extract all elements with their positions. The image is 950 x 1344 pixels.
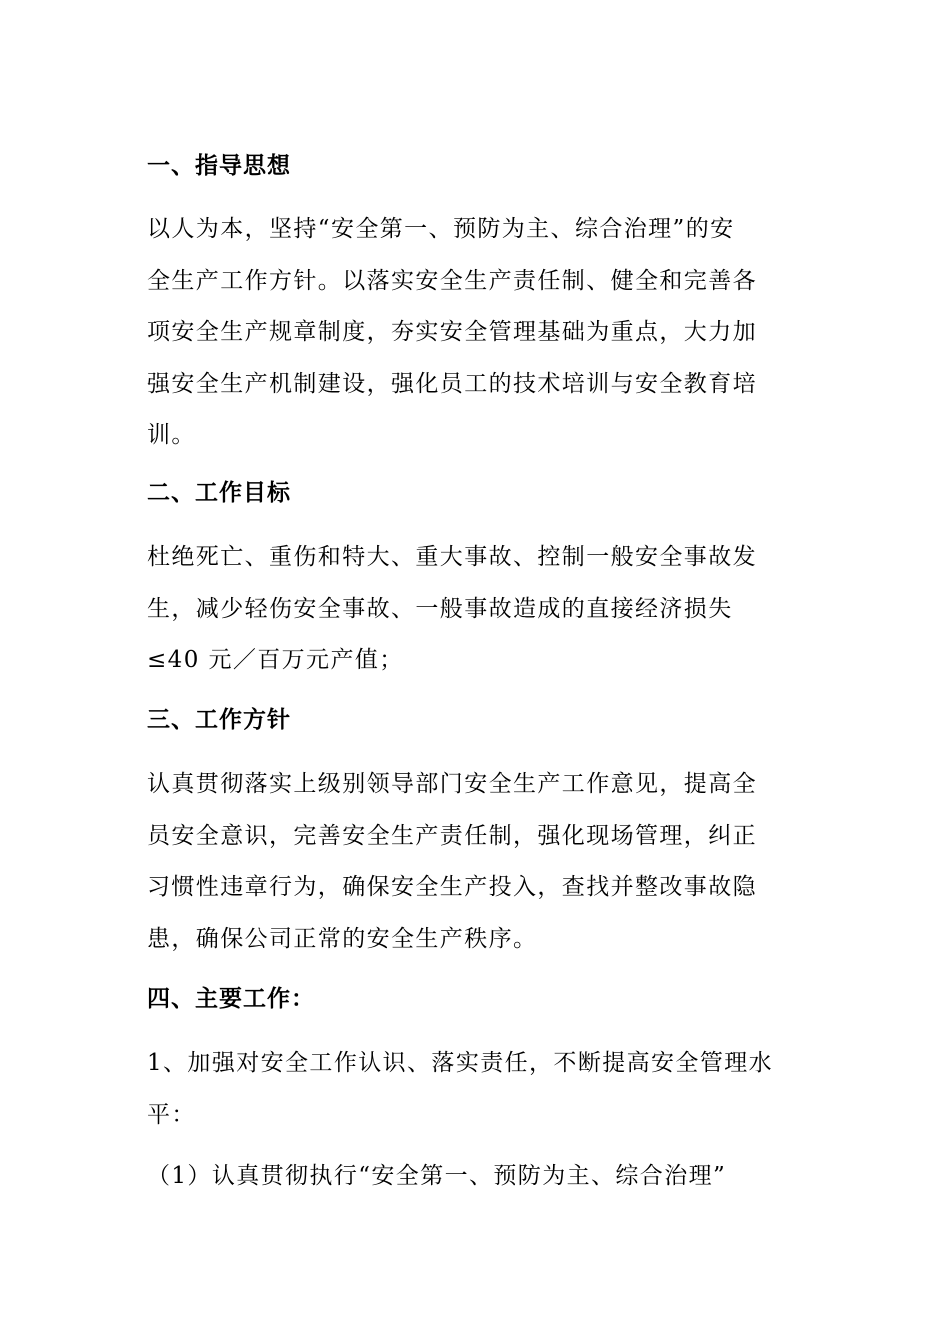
- paragraph-line: 习惯性违章行为，确保安全生产投入，查找并整改事故隐: [147, 874, 757, 900]
- section-heading-work-policy: 三、工作方针: [147, 707, 291, 733]
- paragraph-line: ≤40 元／百万元产值；: [147, 647, 404, 673]
- paragraph-line: 强安全生产机制建设，强化员工的技术培训与安全教育培: [147, 370, 757, 397]
- section-body-guiding-ideology: [147, 204, 797, 462]
- item-1-sub-point: [147, 1151, 797, 1203]
- paragraph-line: 生，减少轻伤安全事故、一般事故造成的直接经济损失: [147, 595, 733, 622]
- paragraph-line: 员安全意识，完善安全生产责任制，强化现场管理，纠正: [147, 822, 757, 849]
- section-body-main-work: [147, 1038, 797, 1141]
- paragraph-line: 平：: [147, 1101, 196, 1128]
- paragraph-line: 全生产工作方针。以落实安全生产责任制、健全和完善各: [147, 267, 757, 294]
- section-heading-main-work: 四、主要工作：: [147, 986, 315, 1012]
- section-body-work-goals: [147, 532, 797, 687]
- paragraph-line: 认真贯彻落实上级别领导部门安全生产工作意见，提高全: [147, 771, 757, 797]
- paragraph-line: 项安全生产规章制度，夯实安全管理基础为重点，大力加: [147, 319, 757, 345]
- section-heading-work-goals: 二、工作目标: [147, 480, 291, 506]
- section-body-work-policy: [147, 759, 797, 965]
- paragraph-line: 以人为本，坚持“安全第一、预防为主、综合治理”的安: [147, 216, 735, 242]
- paragraph-line: 训。: [147, 422, 196, 448]
- paragraph-line: 杜绝死亡、重伤和特大、重大事故、控制一般安全事故发: [147, 544, 757, 570]
- section-heading-guiding-ideology: 一、指导思想: [147, 153, 291, 179]
- paragraph-line: 患，确保公司正常的安全生产秩序。: [147, 925, 538, 952]
- paragraph-line: 1、加强对安全工作认识、落实责任，不断提高安全管理水: [147, 1050, 774, 1076]
- paragraph-line: （1）认真贯彻执行“安全第一、预防为主、综合治理”: [147, 1163, 727, 1189]
